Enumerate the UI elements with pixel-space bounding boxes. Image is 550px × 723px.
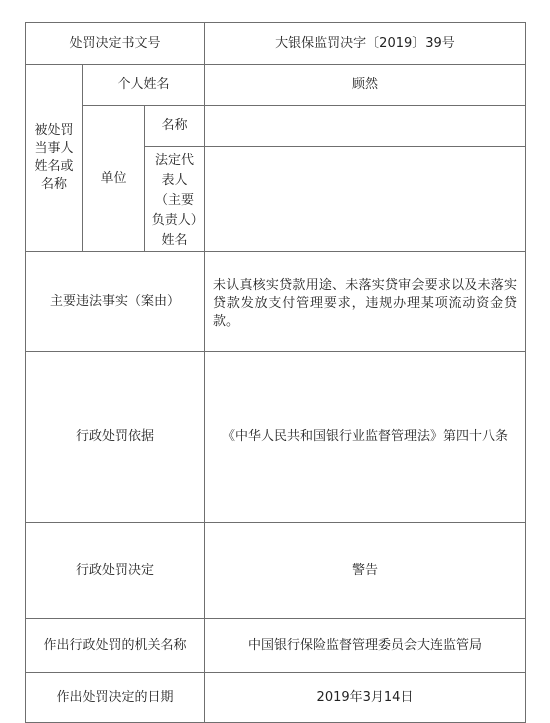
unit-label: 单位 — [83, 106, 145, 252]
authority-label: 作出行政处罚的机关名称 — [26, 619, 205, 673]
penalty-basis-label: 行政处罚依据 — [26, 352, 205, 523]
unit-name-label: 名称 — [145, 106, 205, 147]
party-group-label-text: 被处罚当事人姓名或名称 — [34, 123, 74, 192]
unit-representative-value — [205, 147, 526, 252]
violation-facts-label: 主要违法事实（案由） — [26, 252, 205, 352]
violation-facts-cell — [205, 252, 526, 352]
authority-value: 中国银行保险监督管理委员会大连监管局 — [205, 619, 526, 673]
row-individual-name — [26, 65, 526, 106]
party-group-label — [26, 65, 83, 252]
doc-number-value: 大银保监罚决字〔2019〕39号 — [205, 23, 526, 65]
decision-date-label: 作出处罚决定的日期 — [26, 673, 205, 723]
individual-name-value: 顾然 — [205, 65, 526, 106]
row-authority — [26, 619, 526, 673]
row-violation-facts — [26, 252, 526, 352]
unit-representative-label-text: 法定代表人（主要负责人）姓名 — [151, 153, 198, 248]
penalty-decision-label: 行政处罚决定 — [26, 523, 205, 619]
penalty-info-table — [25, 22, 526, 723]
penalty-decision-value: 警告 — [205, 523, 526, 619]
individual-name-label: 个人姓名 — [83, 65, 205, 106]
decision-date-value: 2019年3月14日 — [205, 673, 526, 723]
row-penalty-basis — [26, 352, 526, 523]
doc-number-label: 处罚决定书文号 — [26, 23, 205, 65]
row-unit-name — [26, 106, 526, 147]
unit-name-value — [205, 106, 526, 147]
row-decision-date — [26, 673, 526, 723]
violation-facts-value: 未认真核实贷款用途、未落实贷审会要求以及未落实贷款发放支付管理要求，违规办理某项流动资金贷款。 — [213, 278, 517, 329]
unit-representative-label — [145, 147, 205, 252]
row-doc-number — [26, 23, 526, 65]
row-penalty-decision — [26, 523, 526, 619]
penalty-basis-value: 《中华人民共和国银行业监督管理法》第四十八条 — [205, 352, 526, 523]
